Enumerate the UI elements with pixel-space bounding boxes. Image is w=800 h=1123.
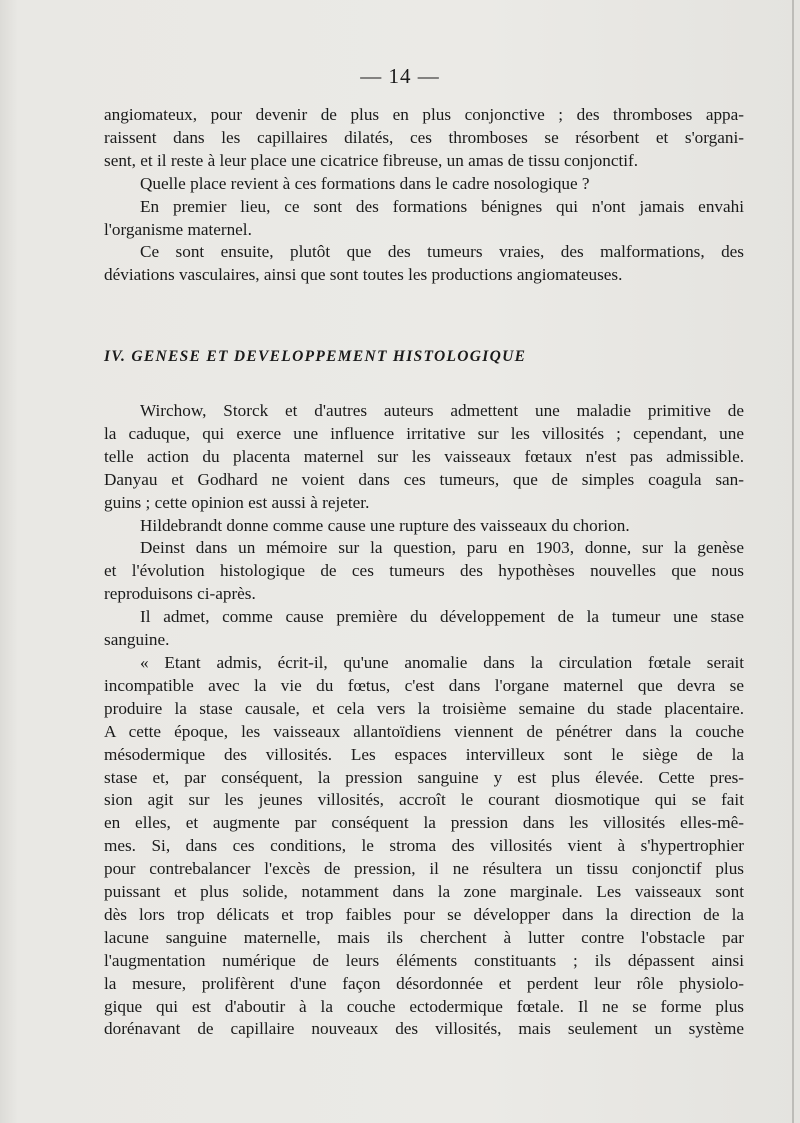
text-line: stase et, par conséquent, la pression sanguine y est plus élevée. Cette pres- (104, 767, 744, 787)
text-line: Danyau et Godhard ne voient dans ces tumeurs, que de simples coagula san- (104, 469, 744, 489)
text-line: gique qui est d'aboutir à la couche ectodermique fœtale. Il ne se forme plus (104, 996, 744, 1016)
text-line: reproduisons ci-après. (104, 584, 256, 604)
text-line: la caduque, qui exerce une influence irritative sur les villosités ; cependant, une (104, 423, 744, 443)
text-line: Il admet, comme cause première du développement de la tumeur une stase (140, 607, 744, 627)
text-line: dorénavant de capillaire nouveaux des villosités, mais seulement un système (104, 1019, 744, 1039)
text-line: produire la stase causale, et cela vers la troisième semaine du stade placentaire. (104, 698, 744, 718)
section-body (104, 400, 744, 1041)
text-line: en elles, et augmente par conséquent la pression dans les villosités elles-mê- (104, 813, 744, 833)
text-line: guins ; cette opinion est aussi à rejeter. (104, 492, 370, 512)
text-line: A cette époque, les vaisseaux allantoïdiens viennent de pénétrer dans la couche (104, 721, 744, 741)
page-number: — 14 — (360, 64, 440, 88)
text-line: « Etant admis, écrit-il, qu'une anomalie dans la circulation fœtale serait (140, 652, 744, 672)
text-line: angiomateux, pour devenir de plus en plus conjonctive ; des thromboses appa- (104, 105, 744, 124)
text-line: puissant et plus solide, notamment dans la zone marginale. Les vaisseaux sont (104, 882, 744, 902)
text-line: lacune sanguine maternelle, mais ils cherchent à lutter contre l'obstacle par (104, 927, 744, 947)
section-heading: IV. GENESE ET DEVELOPPEMENT HISTOLOGIQUE (104, 348, 527, 365)
text-line: déviations vasculaires, ainsi que sont toutes les productions angiomateuses. (104, 265, 623, 285)
text-line: pour contrebalancer l'excès de pression, il ne résultera un tissu conjonctif plus (104, 859, 744, 879)
text-line: sent, et il reste à leur place une cicatrice fibreuse, un amas de tissu conjonctif. (104, 150, 639, 170)
text-line: l'augmentation numérique de leurs éléments constituants ; ils dépassent ainsi (104, 950, 744, 970)
text-line: mes. Si, dans ces conditions, le stroma des villosités vient à s'hypertrophier (104, 836, 744, 856)
text-line: la mesure, prolifèrent d'une façon désordonnée et perdent leur rôle physiolo- (104, 973, 744, 993)
text-line: Quelle place revient à ces formations dans le cadre nosologique ? (140, 173, 590, 193)
text-line: l'organisme maternel. (104, 219, 252, 239)
text-line: Deinst dans un mémoire sur la question, paru en 1903, donne, sur la genèse (140, 538, 744, 558)
text-line: sion agit sur les jeunes villosités, accroît le courant diosmotique qui se fait (104, 790, 744, 810)
intro-paragraphs (104, 104, 744, 287)
text-line: Hildebrandt donne comme cause une rupture des vaisseaux du chorion. (140, 515, 630, 535)
text-line: telle action du placenta maternel sur les vaisseaux fœtaux n'est pas admissible. (104, 446, 744, 466)
text-line: dès lors trop délicats et trop faibles pour se développer dans la direction de la (104, 904, 744, 924)
text-line: En premier lieu, ce sont des formations bénignes qui n'ont jamais envahi (140, 196, 744, 216)
text-line: mésodermique des villosités. Les espaces intervilleux sont le siège de la (104, 744, 744, 764)
text-line: Wirchow, Storck et d'autres auteurs admettent une maladie primitive de (140, 401, 744, 420)
text-line: incompatible avec la vie du fœtus, c'est dans l'organe maternel que devra se (104, 675, 744, 695)
text-line: sanguine. (104, 630, 170, 650)
text-line: et l'évolution histologique de ces tumeurs des hypothèses nouvelles que nous (104, 561, 744, 581)
text-line: Ce sont ensuite, plutôt que des tumeurs vraies, des malformations, des (140, 242, 744, 262)
page-edge-shadow (792, 0, 794, 1123)
text-line: raissent dans les capillaires dilatés, ces thromboses se résorbent et s'organi- (104, 127, 744, 147)
